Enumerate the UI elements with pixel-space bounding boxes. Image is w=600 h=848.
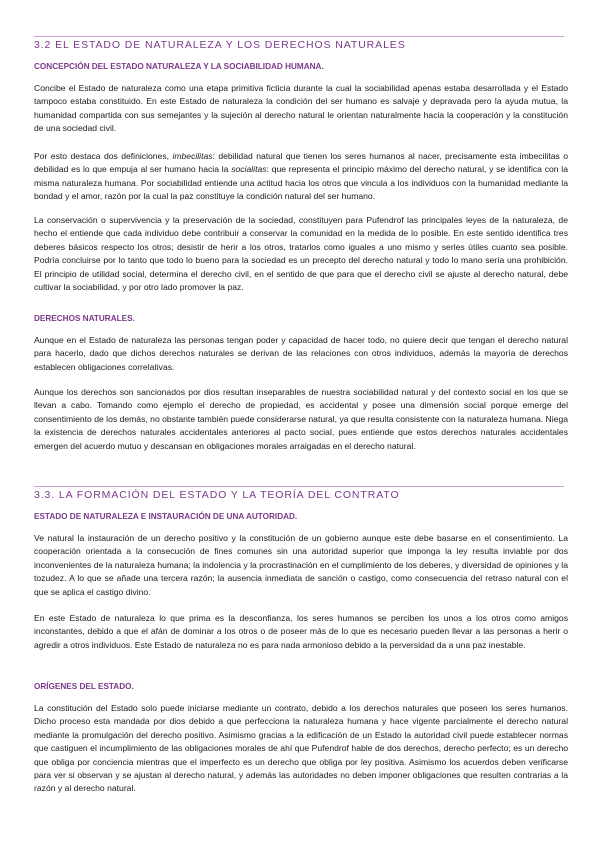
paragraph-definiciones xyxy=(34,150,568,204)
paragraph-desconfianza: En este Estado de naturaleza lo que prima es la desconfianza, los seres humanos se perciben los unos a los otros como amigos inconstantes, debido a que el afán de dominar a los otros o de poseer más de lo que es necesario pueden llevar a las personas a herir o agredir a otros individuos. Este Estado de naturaleza no es para nada armonioso debido a la perversidad da a una paz inestable. xyxy=(34,613,568,650)
paragraph-estado-naturaleza: Concibe el Estado de naturaleza como una etapa primitiva ficticia durante la cual la sociabilidad apenas estaba desarrollada y el Estado tampoco estaba constituido. En este Estado de naturaleza la condición del ser humano es salvaje y depravada pero la ayuda mutua, la humanidad compartida con sus semejantes y la sujeción al derecho natural le orientan naturalmente hacia la cooperación y la constitución de una sociedad civil. xyxy=(34,83,568,134)
text-span: : que representa el principio máximo del derecho natural, y se identifica con la misma naturaleza humana. Por sociabilidad entiende una actitud hacia los otros que vincula a los individuos con la humanidad mediante la bondad y el amor, razón por la cual la paz constituye la condición natural del ser humano. xyxy=(34,164,568,202)
paragraph-derechos-sancionados: Aunque los derechos son sancionados por dios resultan inseparables de nuestra sociabilidad natural y del contexto social en los que se llevan a cabo. Tomando como ejemplo el derecho de propiedad, es accidental y posee una dimensión social porque emerge del consentimiento de los demás, no obstante también puede considerarse natural, ya que resulta consistente con la naturaleza humana. Niega la existencia de derechos naturales accidentales anteriores al pacto social, pues entiende que estos derechos naturales accidentales emergen del acuerdo mutuo y descansan en obligaciones morales arraigadas en el derecho natural. xyxy=(34,387,568,451)
paragraph-poder-capacidad: Aunque en el Estado de naturaleza las personas tengan poder y capacidad de hacer todo, no quiere decir que tengan el derecho natural para hacerlo, dado que dichos derechos naturales se derivan de las relaciones con otros individuos, además la mayoría de derechos establecen obligaciones correlativas. xyxy=(34,335,568,372)
term-socialitas: socialitas xyxy=(231,164,267,175)
subheading-derechos-naturales: DERECHOS NATURALES. xyxy=(34,314,135,323)
subheading-instauracion: ESTADO DE NATURALEZA E INSTAURACIÓN DE UNA AUTORIDAD. xyxy=(34,512,298,521)
text-span: Por esto destaca dos definiciones, xyxy=(34,151,173,161)
section-heading-3-2: 3.2 EL ESTADO DE NATURALEZA Y LOS DERECHOS NATURALES xyxy=(34,36,564,51)
paragraph-constitucion-estado: La constitución del Estado solo puede iniciarse mediante un contrato, debido a los derechos naturales que poseen los seres humanos. Dicho proceso esta mandada por dios debido a que perfecciona la naturaleza humana y hace vigente parcialmente el derecho natural mediante la promulgación del derecho positivo. Asimismo gracias a la edificación de un Estado la autoridad civil puede establecer normas que castiguen el incumplimiento de las obligaciones morales de ahí que Pufendrof hable de dos derechos, derecho perfecto; es un derecho que obliga por conciencia mientras que el imperfecto es un derecho que obliga por ley positiva. Asimismo los acuerdos deben verificarse para ver si observan y se ajustan al derecho natural, y además las autoridades no deben imponer obligaciones que resulten contrarias a la razón y al derecho natural. xyxy=(34,703,568,794)
paragraph-derecho-positivo: Ve natural la instauración de un derecho positivo y la constitución de un gobierno aunque este debe basarse en el consentimiento. La cooperación orientada a la consecución de fines comunes sin una autoridad superior que imponga la ley resulta inviable por dos inconvenientes de la naturaleza humana; la indolencia y la procrastinación en el cumplimiento de los deberes, y diversidad de opiniones y la tozudez. A lo que se añade una tercera razón; la ausencia inmediata de sanción o castigo, como consecuencia del retraso natural con el que se aplica el castigo divino. xyxy=(34,533,568,597)
subheading-concepcion: CONCEPCIÓN DEL ESTADO NATURALEZA Y LA SOCIABILIDAD HUMANA. xyxy=(34,62,324,71)
section-heading-3-3: 3.3. LA FORMACIÓN DEL ESTADO Y LA TEORÍA DEL CONTRATO xyxy=(34,486,564,501)
paragraph-conservacion: La conservación o supervivencia y la preservación de la sociedad, constituyen para Pufendrof las principales leyes de la naturaleza, de hecho el entiende que cada individuo debe contribuir a conservar la comunidad en la medida de lo posible. En este sentido identifica tres deberes básicos respecto los otros; desistir de herir a los otros, tratarlos como iguales a uno mismo y serles útiles cuanto sea posible. Podría concluirse por lo tanto que todo lo bueno para la sociedad es un precepto del derecho natural y todo lo mano sería una prohibición. El principio de utilidad social, determina el derecho civil, en el sentido de que para que el derecho civil se ajuste al derecho natural, debe cultivar la sociabilidad, y por otro lado promover la paz. xyxy=(34,215,568,293)
term-imbecilitas: imbecilitas xyxy=(172,151,213,161)
subheading-origenes: ORÍGENES DEL ESTADO. xyxy=(34,682,134,691)
text-span: : debilidad natural que tienen los seres humanos al nacer, precisamente esta imbecilitas o debilidad es lo que empuja al ser humano hacia la xyxy=(34,151,568,175)
